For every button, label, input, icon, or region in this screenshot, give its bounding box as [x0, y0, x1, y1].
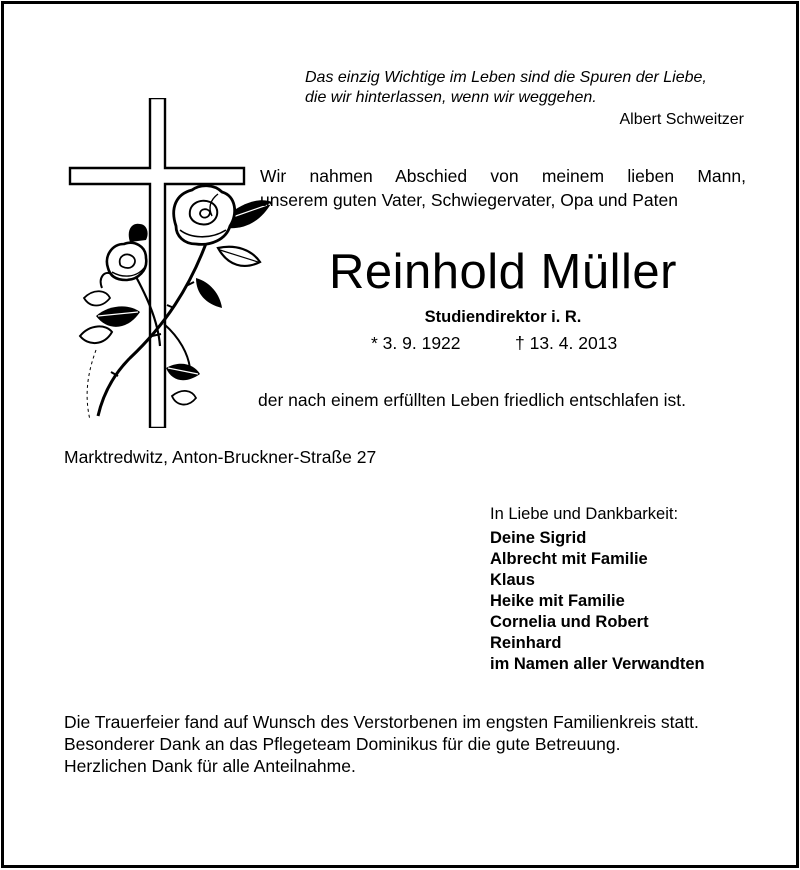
mourner-item: Deine Sigrid	[490, 529, 587, 547]
intro-line: Wir nahmen Abschied von meinem lieben Mann,	[260, 166, 746, 186]
birth-date: * 3. 9. 1922	[371, 333, 461, 353]
mourner-item: im Namen aller Verwandten	[490, 655, 705, 673]
family-address: Marktredwitz, Anton-Bruckner-Straße 27	[64, 447, 377, 467]
funeral-note: Die Trauerfeier fand auf Wunsch des Verstorbenen im engsten Familienkreis statt.	[64, 712, 699, 732]
mourner-item: Klaus	[490, 571, 535, 589]
mourner-item: Albrecht mit Familie	[490, 550, 648, 568]
obituary-notice	[1, 1, 799, 868]
epigraph-quote	[305, 68, 745, 108]
farewell-intro	[260, 164, 746, 212]
quote-author: Albert Schweitzer	[619, 111, 744, 128]
deceased-title: Studiendirektor i. R.	[424, 308, 582, 326]
quote-line: Das einzig Wichtige im Leben sind die Spuren der Liebe,	[305, 69, 707, 86]
death-date: † 13. 4. 2013	[515, 333, 618, 353]
thanks-care-team: Besonderer Dank an das Pflegeteam Dominikus für die gute Betreuung.	[64, 734, 621, 754]
deceased-name: Reinhold Müller	[329, 245, 677, 299]
mourners-list	[490, 528, 780, 675]
closing-phrase: In Liebe und Dankbarkeit:	[490, 505, 679, 523]
thanks-sympathy: Herzlichen Dank für alle Anteilnahme.	[64, 756, 356, 776]
footer-notes	[64, 712, 746, 778]
passed-statement: der nach einem erfüllten Leben friedlich entschlafen ist.	[258, 390, 687, 410]
intro-line: unserem guten Vater, Schwiegervater, Opa und Paten	[260, 190, 678, 210]
mourner-item: Heike mit Familie	[490, 592, 625, 610]
quote-line: die wir hinterlassen, wenn wir weggehen.	[305, 89, 597, 106]
cross-with-roses-icon	[68, 98, 278, 428]
mourner-item: Reinhard	[490, 634, 562, 652]
mourner-item: Cornelia und Robert	[490, 613, 649, 631]
